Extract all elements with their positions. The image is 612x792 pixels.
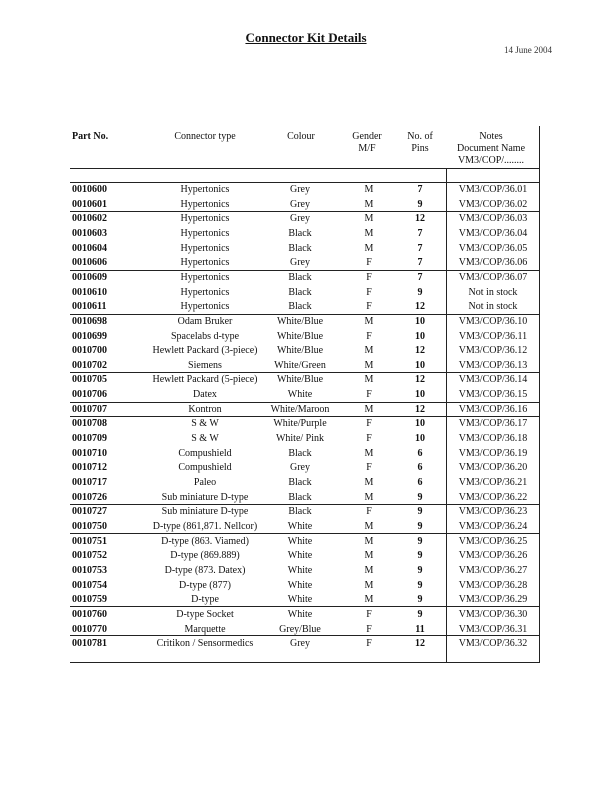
- cell-gender: M: [364, 242, 374, 254]
- cell-notes: VM3/COP/36.07: [458, 271, 528, 283]
- cell-colour: White: [287, 564, 313, 576]
- cell-part-no: 0010609: [72, 271, 107, 283]
- cell-notes: VM3/COP/36.16: [458, 403, 528, 415]
- cell-colour: Grey/Blue: [279, 623, 321, 635]
- cell-notes: VM3/COP/36.01: [458, 184, 528, 195]
- cell-gender: M: [364, 491, 374, 503]
- cell-pins: 9: [417, 535, 423, 547]
- cell-connector-type: Hypertonics: [180, 198, 230, 210]
- cell-notes: VM3/COP/36.30: [458, 608, 528, 620]
- cell-gender: F: [366, 271, 372, 283]
- cell-pins: 9: [417, 491, 423, 503]
- header-colour: Colour: [287, 131, 315, 142]
- cell-part-no: 0010606: [72, 257, 107, 269]
- cell-part-no: 0010699: [72, 330, 107, 342]
- cell-part-no: 0010752: [72, 550, 107, 562]
- cell-part-no: 0010727: [72, 506, 107, 518]
- cell-part-no: 0010707: [72, 403, 107, 415]
- cell-gender: F: [366, 462, 372, 474]
- cell-connector-type: D-type Socket: [176, 608, 234, 620]
- cell-notes: VM3/COP/36.21: [458, 477, 528, 488]
- cell-part-no: 0010601: [72, 198, 107, 210]
- table-row: [0, 330, 612, 345]
- cell-notes: VM3/COP/36.10: [458, 315, 528, 327]
- cell-connector-type: Hewlett Packard (3-piece): [152, 345, 258, 357]
- table-row: [0, 212, 612, 227]
- cell-connector-type: Hewlett Packard (5-piece): [152, 374, 258, 386]
- cell-connector-type: Odam Bruker: [177, 315, 233, 327]
- table-row: [0, 403, 612, 418]
- cell-gender: M: [364, 564, 374, 576]
- cell-part-no: 0010603: [72, 227, 107, 239]
- header-pins-line2: Pins: [411, 143, 429, 154]
- cell-part-no: 0010710: [72, 447, 107, 459]
- cell-colour: White/Blue: [276, 330, 324, 342]
- cell-connector-type: Compushield: [178, 462, 232, 474]
- table-row: [0, 417, 612, 432]
- cell-pins: 12: [415, 301, 425, 313]
- cell-colour: White: [287, 579, 313, 591]
- cell-colour: Black: [288, 227, 312, 239]
- cell-pins: 10: [415, 315, 425, 327]
- header-notes: [446, 131, 536, 167]
- cell-part-no: 0010700: [72, 345, 107, 357]
- table-row: [0, 388, 612, 403]
- table-row: [0, 447, 612, 462]
- cell-gender: F: [366, 286, 372, 298]
- cell-pins: 6: [417, 477, 423, 488]
- cell-connector-type: Hypertonics: [180, 257, 230, 269]
- cell-colour: Grey: [290, 638, 310, 650]
- cell-gender: F: [366, 418, 372, 430]
- cell-pins: 12: [415, 213, 425, 225]
- cell-gender: F: [366, 301, 372, 313]
- header-part-no: Part No.: [72, 131, 109, 142]
- table-row: [0, 242, 612, 257]
- cell-colour: Black: [288, 286, 312, 298]
- cell-colour: White/Maroon: [270, 403, 330, 415]
- cell-gender: F: [366, 638, 372, 650]
- cell-colour: White: [287, 594, 313, 606]
- cell-gender: F: [366, 257, 372, 269]
- cell-part-no: 0010602: [72, 213, 107, 225]
- table-row: [0, 183, 612, 198]
- cell-colour: Black: [288, 242, 312, 254]
- header-notes-line1: Notes: [479, 131, 503, 142]
- cell-colour: Black: [288, 271, 312, 283]
- table-row: [0, 344, 612, 359]
- cell-notes: VM3/COP/36.02: [458, 198, 528, 210]
- cell-gender: F: [366, 506, 372, 518]
- cell-notes: Not in stock: [468, 286, 518, 298]
- cell-connector-type: D-type (877): [179, 579, 231, 591]
- cell-connector-type: Hypertonics: [180, 301, 230, 313]
- table-row: [0, 373, 612, 388]
- cell-notes: VM3/COP/36.05: [458, 242, 528, 254]
- cell-colour: White/Green: [274, 359, 326, 371]
- cell-part-no: 0010708: [72, 418, 107, 430]
- table-row: [0, 579, 612, 594]
- cell-part-no: 0010781: [72, 638, 107, 650]
- cell-pins: 10: [415, 389, 425, 401]
- header-pins-line1: No. of: [407, 131, 433, 142]
- cell-connector-type: Datex: [193, 389, 217, 401]
- cell-gender: F: [366, 433, 372, 445]
- cell-gender: M: [364, 213, 374, 225]
- cell-pins: 7: [417, 242, 423, 254]
- cell-colour: Grey: [290, 213, 310, 225]
- cell-gender: M: [364, 550, 374, 562]
- cell-connector-type: Paleo: [193, 477, 217, 488]
- cell-part-no: 0010600: [72, 184, 107, 195]
- header-pins: [395, 131, 445, 155]
- cell-gender: M: [364, 535, 374, 547]
- header-notes-line2: Document Name: [456, 143, 526, 154]
- cell-colour: Black: [288, 506, 312, 518]
- cell-part-no: 0010610: [72, 286, 107, 298]
- cell-colour: White: [287, 389, 313, 401]
- table-row: [0, 637, 612, 652]
- cell-gender: M: [364, 359, 374, 371]
- cell-notes: VM3/COP/36.20: [458, 462, 528, 474]
- cell-pins: 12: [415, 345, 425, 357]
- cell-notes: VM3/COP/36.31: [458, 623, 528, 635]
- cell-pins: 10: [415, 330, 425, 342]
- cell-notes: VM3/COP/36.27: [458, 564, 528, 576]
- cell-connector-type: Hypertonics: [180, 271, 230, 283]
- cell-pins: 9: [417, 506, 423, 518]
- cell-pins: 10: [415, 433, 425, 445]
- table-row: [0, 461, 612, 476]
- table-row: [0, 271, 612, 286]
- cell-gender: F: [366, 608, 372, 620]
- table-bottom-border: [70, 662, 540, 663]
- cell-connector-type: Sub miniature D-type: [161, 506, 249, 518]
- cell-connector-type: Hypertonics: [180, 286, 230, 298]
- cell-pins: 6: [417, 462, 423, 474]
- header-notes-line3: VM3/COP/........: [457, 155, 525, 166]
- cell-pins: 10: [415, 359, 425, 371]
- cell-connector-type: Compushield: [178, 447, 232, 459]
- cell-colour: White/ Pink: [275, 433, 325, 445]
- cell-notes: VM3/COP/36.17: [458, 418, 528, 430]
- cell-notes: VM3/COP/36.06: [458, 257, 528, 269]
- cell-colour: White/Purple: [273, 418, 327, 430]
- table-row: [0, 505, 612, 520]
- cell-connector-type: Hypertonics: [180, 242, 230, 254]
- cell-notes: VM3/COP/36.24: [458, 520, 528, 532]
- cell-notes: VM3/COP/36.19: [458, 447, 528, 459]
- cell-part-no: 0010751: [72, 535, 107, 547]
- table-row: [0, 432, 612, 447]
- table-row: [0, 608, 612, 623]
- cell-connector-type: Hypertonics: [180, 227, 230, 239]
- cell-gender: M: [364, 477, 374, 488]
- cell-notes: VM3/COP/36.23: [458, 506, 528, 518]
- cell-connector-type: D-type (873. Datex): [164, 564, 246, 576]
- cell-notes: VM3/COP/36.03: [458, 213, 528, 225]
- table-row: [0, 564, 612, 579]
- cell-pins: 6: [417, 447, 423, 459]
- cell-colour: Black: [288, 491, 312, 503]
- table-row: [0, 198, 612, 213]
- cell-colour: Grey: [290, 462, 310, 474]
- cell-connector-type: S & W: [191, 418, 219, 430]
- cell-connector-type: S & W: [191, 433, 219, 445]
- table-row: [0, 623, 612, 638]
- cell-pins: 9: [417, 198, 423, 210]
- cell-pins: 12: [415, 374, 425, 386]
- cell-connector-type: Critikon / Sensormedics: [156, 638, 254, 650]
- cell-connector-type: Hypertonics: [180, 213, 230, 225]
- cell-pins: 12: [415, 638, 425, 650]
- cell-notes: VM3/COP/36.22: [458, 491, 528, 503]
- cell-gender: M: [364, 594, 374, 606]
- cell-pins: 7: [417, 184, 423, 195]
- cell-notes: Not in stock: [468, 301, 518, 313]
- cell-colour: Black: [288, 301, 312, 313]
- cell-pins: 10: [415, 418, 425, 430]
- cell-gender: F: [366, 623, 372, 635]
- header-gender-line1: Gender: [352, 131, 382, 142]
- cell-pins: 7: [417, 257, 423, 269]
- cell-notes: VM3/COP/36.15: [458, 389, 528, 401]
- cell-pins: 11: [415, 623, 425, 635]
- cell-gender: M: [364, 315, 374, 327]
- cell-pins: 7: [417, 271, 423, 283]
- cell-notes: VM3/COP/36.18: [458, 433, 528, 445]
- cell-colour: Black: [288, 477, 312, 488]
- cell-notes: VM3/COP/36.13: [458, 359, 528, 371]
- cell-connector-type: Hypertonics: [180, 184, 230, 195]
- cell-pins: 9: [417, 286, 423, 298]
- cell-connector-type: Kontron: [188, 403, 222, 415]
- cell-part-no: 0010754: [72, 579, 107, 591]
- cell-connector-type: Siemens: [188, 359, 222, 371]
- table-row: [0, 315, 612, 330]
- cell-pins: 9: [417, 564, 423, 576]
- cell-part-no: 0010717: [72, 477, 107, 488]
- cell-part-no: 0010759: [72, 594, 107, 606]
- cell-connector-type: Sub miniature D-type: [161, 491, 249, 503]
- cell-gender: M: [364, 198, 374, 210]
- table-row: [0, 359, 612, 374]
- cell-connector-type: D-type (869.889): [170, 550, 240, 562]
- cell-part-no: 0010709: [72, 433, 107, 445]
- cell-gender: F: [366, 389, 372, 401]
- document-title: Connector Kit Details: [245, 30, 367, 45]
- cell-part-no: 0010770: [72, 623, 107, 635]
- cell-pins: 9: [417, 608, 423, 620]
- cell-notes: VM3/COP/36.04: [458, 227, 528, 239]
- cell-colour: White: [287, 550, 313, 562]
- cell-colour: White/Blue: [276, 345, 324, 357]
- cell-gender: M: [364, 345, 374, 357]
- cell-pins: 12: [415, 403, 425, 415]
- cell-notes: VM3/COP/36.28: [458, 579, 528, 591]
- cell-connector-type: D-type (863. Viamed): [161, 535, 249, 547]
- cell-pins: 9: [417, 579, 423, 591]
- cell-notes: VM3/COP/36.25: [458, 535, 528, 547]
- cell-gender: M: [364, 227, 374, 239]
- cell-part-no: 0010753: [72, 564, 107, 576]
- cell-colour: White: [287, 520, 313, 532]
- cell-notes: VM3/COP/36.14: [458, 374, 528, 386]
- cell-connector-type: Marquette: [184, 623, 226, 635]
- cell-colour: White: [287, 535, 313, 547]
- cell-connector-type: D-type: [191, 594, 219, 606]
- cell-notes: VM3/COP/36.26: [458, 550, 528, 562]
- cell-gender: M: [364, 374, 374, 386]
- header-gender-line2: M/F: [358, 143, 376, 154]
- table-row: [0, 227, 612, 242]
- cell-colour: White/Blue: [276, 315, 324, 327]
- cell-colour: Grey: [290, 184, 310, 195]
- cell-notes: VM3/COP/36.32: [458, 638, 528, 650]
- table-row: [0, 549, 612, 564]
- cell-part-no: 0010750: [72, 520, 107, 532]
- header-divider: [70, 168, 540, 169]
- cell-notes: VM3/COP/36.29: [458, 594, 528, 606]
- table-row: [0, 535, 612, 550]
- cell-part-no: 0010760: [72, 608, 107, 620]
- cell-part-no: 0010611: [72, 301, 107, 313]
- cell-gender: M: [364, 520, 374, 532]
- cell-gender: M: [364, 579, 374, 591]
- table-row: [0, 286, 612, 301]
- cell-notes: VM3/COP/36.12: [458, 345, 528, 357]
- cell-part-no: 0010726: [72, 491, 107, 503]
- cell-connector-type: D-type (861,871. Nellcor): [152, 520, 258, 532]
- cell-pins: 9: [417, 550, 423, 562]
- cell-pins: 9: [417, 520, 423, 532]
- cell-pins: 9: [417, 594, 423, 606]
- cell-gender: F: [366, 330, 372, 342]
- cell-part-no: 0010702: [72, 359, 107, 371]
- table-row: [0, 520, 612, 535]
- table-row: [0, 593, 612, 608]
- cell-notes: VM3/COP/36.11: [458, 330, 528, 342]
- header-connector-type: Connector type: [174, 131, 236, 142]
- cell-connector-type: Spacelabs d-type: [170, 330, 240, 342]
- cell-part-no: 0010604: [72, 242, 107, 254]
- cell-part-no: 0010706: [72, 389, 107, 401]
- cell-part-no: 0010712: [72, 462, 107, 474]
- cell-colour: White/Blue: [276, 374, 324, 386]
- cell-colour: Grey: [290, 257, 310, 269]
- cell-gender: M: [364, 184, 374, 195]
- document-date: 14 June 2004: [504, 45, 552, 55]
- cell-part-no: 0010705: [72, 374, 107, 386]
- table-row: [0, 300, 612, 315]
- cell-part-no: 0010698: [72, 315, 107, 327]
- cell-colour: Black: [288, 447, 312, 459]
- cell-pins: 7: [417, 227, 423, 239]
- table-row: [0, 491, 612, 506]
- cell-colour: Grey: [290, 198, 310, 210]
- cell-gender: M: [364, 447, 374, 459]
- table-row: [0, 476, 612, 491]
- header-gender: [342, 131, 392, 155]
- cell-colour: White: [287, 608, 313, 620]
- table-row: [0, 256, 612, 271]
- cell-gender: M: [364, 403, 374, 415]
